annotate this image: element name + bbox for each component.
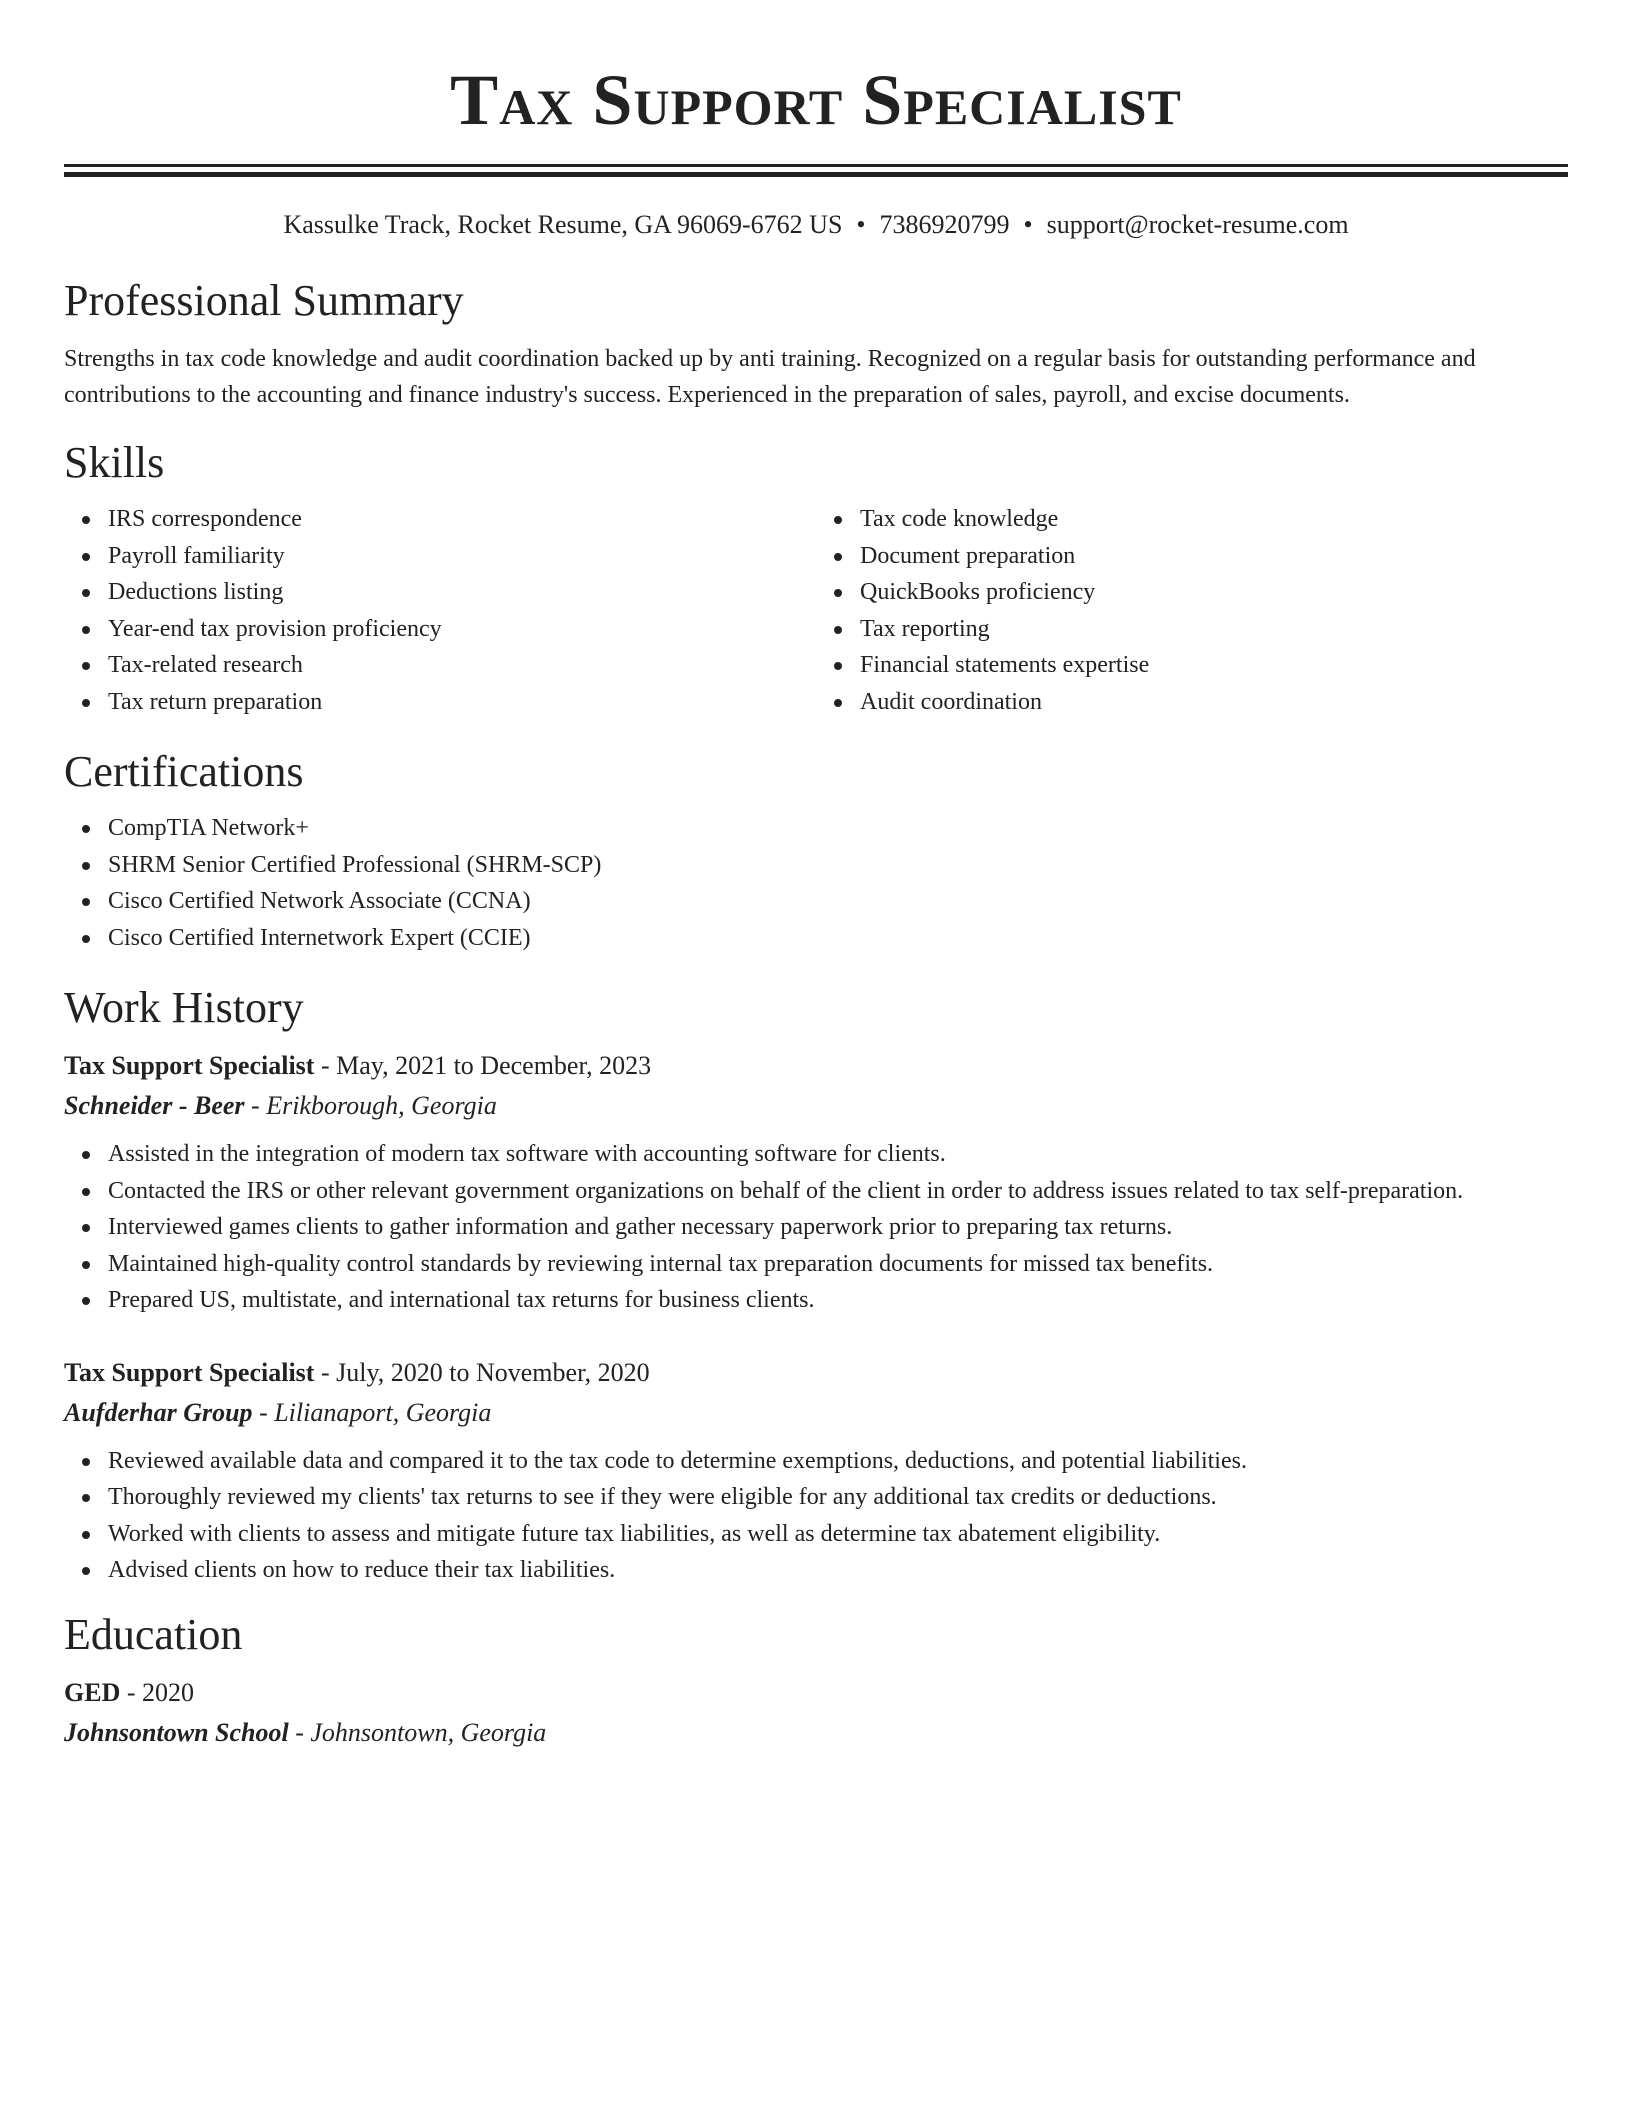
job-bullet: Reviewed available data and compared it to the tax code to determine exemptions, deductions, and potential liabilities.	[108, 1443, 1568, 1480]
job-bullets	[64, 1443, 1568, 1589]
job-bullets	[64, 1136, 1568, 1319]
skill-item: QuickBooks proficiency	[860, 574, 1568, 611]
job-title: Tax Support Specialist	[64, 1051, 315, 1080]
skill-item: Financial statements expertise	[860, 647, 1568, 684]
contact-phone: 7386920799	[879, 210, 1010, 239]
skill-item: Deductions listing	[108, 574, 816, 611]
summary-text: Strengths in tax code knowledge and audit coordination backed up by anti training. Recognized on a regular basis for outstanding performance and contributions to the accounting and finance industry's success. Experienced in the preparation of sales, payroll, and excise documents.	[64, 346, 1476, 408]
certification-item: CompTIA Network+	[108, 810, 1568, 847]
resume-name: Tax Support Specialist	[450, 60, 1182, 140]
education-school: Johnsontown School	[64, 1717, 289, 1747]
job-company: Aufderhar Group	[64, 1397, 253, 1427]
job-company: Schneider - Beer	[64, 1091, 245, 1120]
education-location: - Johnsontown, Georgia	[288, 1717, 547, 1747]
job-entry	[64, 1353, 1568, 1589]
certifications-heading: Certifications	[64, 747, 304, 796]
education-degree: GED	[64, 1677, 121, 1707]
job-bullet: Prepared US, multistate, and international tax returns for business clients.	[108, 1282, 1568, 1319]
skill-item: Year-end tax provision proficiency	[108, 611, 816, 648]
education-year: - 2020	[120, 1677, 195, 1707]
job-entry	[64, 1046, 1568, 1319]
certification-item: Cisco Certified Internetwork Expert (CCIE)	[108, 920, 1568, 957]
job-bullet: Worked with clients to assess and mitigate future tax liabilities, as well as determine tax abatement eligibility.	[108, 1516, 1568, 1553]
education-section	[64, 1607, 1568, 1753]
summary-heading: Professional Summary	[64, 276, 464, 325]
summary-section	[64, 273, 1568, 413]
education-heading: Education	[64, 1609, 243, 1659]
contact-separator: •	[1023, 210, 1033, 239]
skills-columns	[64, 501, 1568, 720]
job-bullet: Interviewed games clients to gather information and gather necessary paperwork prior to preparing tax returns.	[108, 1209, 1568, 1246]
education-school-line	[64, 1713, 1568, 1753]
skill-item: Payroll familiarity	[108, 538, 816, 575]
skill-item: Tax-related research	[108, 647, 816, 684]
job-bullet: Thoroughly reviewed my clients' tax returns to see if they were eligible for any additional tax credits or deductions.	[108, 1479, 1568, 1516]
certifications-section	[64, 744, 1568, 956]
education-degree-line	[64, 1673, 1568, 1713]
skill-item: Tax reporting	[860, 611, 1568, 648]
certification-item: Cisco Certified Network Associate (CCNA)	[108, 883, 1568, 920]
header-divider	[64, 164, 1568, 177]
job-bullet: Advised clients on how to reduce their tax liabilities.	[108, 1552, 1568, 1589]
skill-item: IRS correspondence	[108, 501, 816, 538]
job-bullet: Contacted the IRS or other relevant government organizations on behalf of the client in order to address issues related to tax self-preparation.	[108, 1173, 1568, 1210]
skill-item: Document preparation	[860, 538, 1568, 575]
job-location: - Lilianaport, Georgia	[252, 1397, 492, 1427]
skills-section	[64, 435, 1568, 720]
job-title-line	[64, 1353, 1568, 1393]
work-history-section	[64, 980, 1568, 1589]
skills-right-list	[816, 501, 1568, 720]
contact-email: support@rocket-resume.com	[1046, 210, 1349, 239]
skill-item: Tax return preparation	[108, 684, 816, 721]
job-bullet: Assisted in the integration of modern tax software with accounting software for clients.	[108, 1136, 1568, 1173]
job-bullet: Maintained high-quality control standards by reviewing internal tax preparation documents for missed tax benefits.	[108, 1246, 1568, 1283]
skills-heading: Skills	[64, 438, 165, 487]
skills-left-list	[64, 501, 816, 720]
contact-address: Kassulke Track, Rocket Resume, GA 96069-6762 US	[283, 210, 843, 239]
job-dates: - July, 2020 to November, 2020	[314, 1357, 650, 1387]
job-dates: - May, 2021 to December, 2023	[314, 1051, 652, 1080]
contact-separator: •	[856, 210, 866, 239]
certification-item: SHRM Senior Certified Professional (SHRM-SCP)	[108, 847, 1568, 884]
job-company-line	[64, 1393, 1568, 1433]
job-title: Tax Support Specialist	[64, 1357, 315, 1387]
work-history-heading: Work History	[64, 983, 304, 1032]
skill-item: Tax code knowledge	[860, 501, 1568, 538]
job-title-line	[64, 1046, 1568, 1086]
job-company-line	[64, 1086, 1568, 1126]
job-location: - Erikborough, Georgia	[244, 1091, 497, 1120]
certifications-list	[64, 810, 1568, 956]
contact-line	[64, 207, 1568, 243]
skill-item: Audit coordination	[860, 684, 1568, 721]
